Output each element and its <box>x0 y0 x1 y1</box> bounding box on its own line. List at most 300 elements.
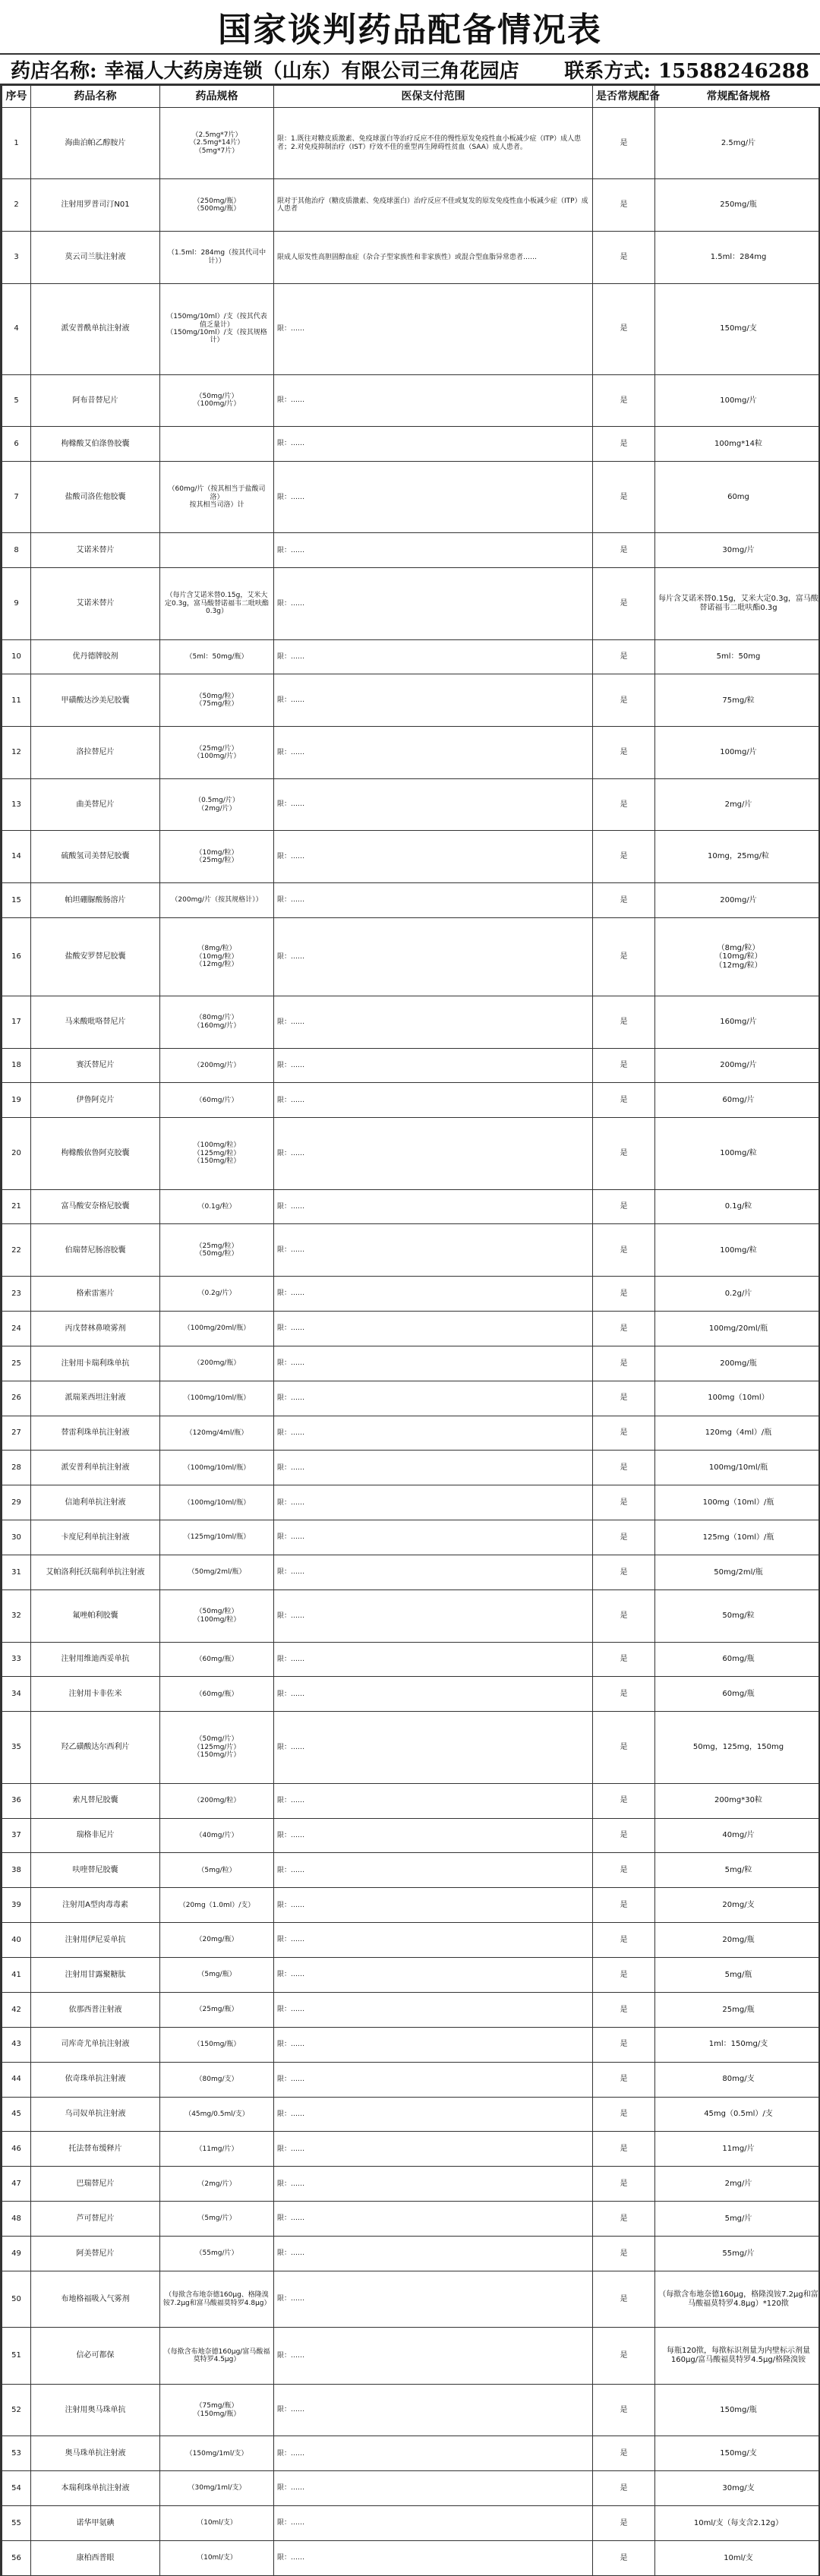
cell-regular-spec: 100mg*14粒 <box>655 427 820 462</box>
cell-index: 47 <box>2 2167 31 2202</box>
cell-regular-spec: 100mg/粒 <box>655 1118 820 1189</box>
cell-index: 36 <box>2 1783 31 1818</box>
table-row <box>2 1381 820 1416</box>
cell-index: 53 <box>2 2436 31 2471</box>
table-row <box>2 917 820 996</box>
cell-drug-spec: （10ml/支） <box>160 2506 274 2541</box>
cell-drug-spec: （5mg/粒） <box>160 1853 274 1888</box>
table-row <box>2 1277 820 1312</box>
cell-payment-scope: 限：…… <box>274 427 593 462</box>
cell-payment-scope: 限：…… <box>274 1048 593 1083</box>
cell-drug-spec: （25mg/片） （100mg/片） <box>160 727 274 779</box>
cell-drug-spec: （200mg/片） <box>160 1048 274 1083</box>
cell-index: 50 <box>2 2271 31 2327</box>
cell-index: 1 <box>2 108 31 179</box>
cell-regular-spec: 125mg（10ml）/瓶 <box>655 1520 820 1555</box>
cell-drug-spec: （80mg/支） <box>160 2062 274 2097</box>
drug-table-header-row <box>2 86 820 108</box>
cell-index: 35 <box>2 1712 31 1783</box>
cell-drug-spec: （50mg/粒） （100mg/粒） <box>160 1589 274 1642</box>
table-row <box>2 1589 820 1642</box>
table-row <box>2 2328 820 2384</box>
cell-index: 34 <box>2 1677 31 1712</box>
cell-drug-spec: （200mg/粒） <box>160 1783 274 1818</box>
cell-regular-spec: 150mg/支 <box>655 2436 820 2471</box>
cell-index: 24 <box>2 1311 31 1346</box>
cell-payment-scope: 限：…… <box>274 2384 593 2436</box>
cell-drug-spec: （0.1g/粒） <box>160 1189 274 1224</box>
cell-drug-spec: （5mg/片） <box>160 2202 274 2237</box>
cell-payment-scope: 限：…… <box>274 1224 593 1277</box>
cell-regular-spec: 100mg/片 <box>655 374 820 427</box>
cell-index: 51 <box>2 2328 31 2384</box>
cell-regular-spec: 5mg/瓶 <box>655 1958 820 1993</box>
cell-drug-name: 莫云司兰肽注射液 <box>31 231 160 283</box>
cell-regularly-stocked: 是 <box>593 2132 655 2167</box>
cell-regularly-stocked: 是 <box>593 1888 655 1923</box>
cell-regular-spec: 120mg（4ml）/瓶 <box>655 1416 820 1451</box>
cell-drug-spec: （5ml：50mg/瓶） <box>160 639 274 674</box>
cell-drug-spec: （50mg/片） （125mg/片） （150mg/片） <box>160 1712 274 1783</box>
cell-regularly-stocked: 是 <box>593 831 655 883</box>
cell-payment-scope: 限：…… <box>274 2506 593 2541</box>
cell-drug-spec: （200mg/片（按其规格计）） <box>160 883 274 918</box>
cell-drug-name: 伯瑞替尼肠溶胶囊 <box>31 1224 160 1277</box>
cell-drug-spec: （0.2g/片） <box>160 1277 274 1312</box>
cell-payment-scope: 限：…… <box>274 1118 593 1189</box>
cell-regular-spec: 10ml/支 <box>655 2540 820 2575</box>
cell-payment-scope: 限：…… <box>274 2271 593 2327</box>
table-row <box>2 1118 820 1189</box>
cell-regular-spec: 250mg/瓶 <box>655 179 820 232</box>
cell-drug-spec: （0.5mg/片） （2mg/片） <box>160 778 274 831</box>
cell-regularly-stocked: 是 <box>593 1346 655 1381</box>
table-row <box>2 1555 820 1590</box>
cell-regularly-stocked: 是 <box>593 533 655 568</box>
table-row <box>2 462 820 533</box>
cell-payment-scope: 限：…… <box>274 1189 593 1224</box>
cell-index: 44 <box>2 2062 31 2097</box>
cell-drug-name: 注射用伊尼妥单抗 <box>31 1923 160 1958</box>
cell-payment-scope: 限：…… <box>274 1381 593 1416</box>
table-row <box>2 831 820 883</box>
cell-drug-name: 司库奇尤单抗注射液 <box>31 2027 160 2062</box>
cell-payment-scope: 限：…… <box>274 1520 593 1555</box>
table-row <box>2 2471 820 2506</box>
cell-regularly-stocked: 是 <box>593 1416 655 1451</box>
cell-payment-scope: 限：…… <box>274 996 593 1048</box>
cell-index: 26 <box>2 1381 31 1416</box>
cell-drug-name: 本瑞利珠单抗注射液 <box>31 2471 160 2506</box>
cell-index: 19 <box>2 1083 31 1118</box>
cell-regularly-stocked: 是 <box>593 1923 655 1958</box>
table-row <box>2 778 820 831</box>
cell-drug-spec: （100mg/20ml/瓶） <box>160 1311 274 1346</box>
cell-drug-name: 信迪利单抗注射液 <box>31 1485 160 1520</box>
cell-payment-scope: 限：…… <box>274 639 593 674</box>
cell-regular-spec: 10ml/支（每支含2.12g） <box>655 2506 820 2541</box>
cell-regularly-stocked: 是 <box>593 1224 655 1277</box>
cell-payment-scope: 限：…… <box>274 1853 593 1888</box>
cell-regular-spec: 60mg/片 <box>655 1083 820 1118</box>
cell-index: 54 <box>2 2471 31 2506</box>
cell-payment-scope: 限：…… <box>274 778 593 831</box>
table-row <box>2 1818 820 1853</box>
cell-drug-spec <box>160 533 274 568</box>
cell-drug-name: 阿美替尼片 <box>31 2237 160 2271</box>
cell-drug-name: 甲磺酸达沙美尼胶囊 <box>31 674 160 727</box>
cell-drug-name: 氟唑帕利胶囊 <box>31 1589 160 1642</box>
cell-regular-spec: 45mg（0.5ml）/支 <box>655 2097 820 2132</box>
cell-index: 28 <box>2 1451 31 1485</box>
cell-regular-spec: 5mg/粒 <box>655 1853 820 1888</box>
cell-payment-scope: 限成人原发性高胆固醇血症（杂合子型家族性和非家族性）或混合型血脂异常患者…… <box>274 231 593 283</box>
cell-drug-name: 艾帕洛利托沃瑞利单抗注射液 <box>31 1555 160 1590</box>
store-info-row <box>0 55 820 85</box>
cell-regularly-stocked: 是 <box>593 2027 655 2062</box>
cell-regularly-stocked: 是 <box>593 1277 655 1312</box>
cell-regularly-stocked: 是 <box>593 1853 655 1888</box>
contact-label: 联系方式: <box>564 59 651 83</box>
cell-regularly-stocked: 是 <box>593 1992 655 2027</box>
cell-drug-name: 富马酸安奈格尼胶囊 <box>31 1189 160 1224</box>
store-info-left <box>11 55 519 84</box>
cell-drug-name: 依那西普注射液 <box>31 1992 160 2027</box>
table-row <box>2 1677 820 1712</box>
cell-drug-spec: （8mg/粒） （10mg/粒） （12mg/粒） <box>160 917 274 996</box>
cell-regular-spec: 2mg/片 <box>655 2167 820 2202</box>
cell-payment-scope: 限：…… <box>274 462 593 533</box>
cell-regularly-stocked: 是 <box>593 1818 655 1853</box>
cell-index: 17 <box>2 996 31 1048</box>
col-header-regular-spec: 常规配备规格 <box>655 86 820 108</box>
cell-drug-name: 曲美替尼片 <box>31 778 160 831</box>
table-row <box>2 2097 820 2132</box>
cell-payment-scope: 限：…… <box>274 2062 593 2097</box>
col-header-drug-spec: 药品规格 <box>160 86 274 108</box>
cell-regular-spec: 100mg/片 <box>655 727 820 779</box>
cell-drug-name: 马来酸吡咯替尼片 <box>31 996 160 1048</box>
cell-regular-spec: 75mg/粒 <box>655 674 820 727</box>
cell-drug-spec: （50mg/粒） （75mg/粒） <box>160 674 274 727</box>
cell-index: 11 <box>2 674 31 727</box>
table-row <box>2 2062 820 2097</box>
cell-drug-name: 奥马珠单抗注射液 <box>31 2436 160 2471</box>
cell-drug-spec: （30mg/1ml/支） <box>160 2471 274 2506</box>
table-row <box>2 283 820 374</box>
table-row <box>2 2271 820 2327</box>
cell-payment-scope: 限：…… <box>274 2436 593 2471</box>
table-row <box>2 2132 820 2167</box>
cell-regularly-stocked: 是 <box>593 1118 655 1189</box>
cell-regularly-stocked: 是 <box>593 2271 655 2327</box>
cell-payment-scope: 限：…… <box>274 568 593 639</box>
cell-regularly-stocked: 是 <box>593 374 655 427</box>
cell-drug-name: 派安普酰单抗注射液 <box>31 283 160 374</box>
cell-drug-name: 派瑞莱西坦注射液 <box>31 1381 160 1416</box>
cell-payment-scope: 限：…… <box>274 917 593 996</box>
cell-drug-name: 盐酸司洛佐他胶囊 <box>31 462 160 533</box>
col-header-drug-name: 药品名称 <box>31 86 160 108</box>
cell-regular-spec: 每片含艾诺米替0.15g，艾米大定0.3g，富马酸替诺福韦二吡呋酯0.3g <box>655 568 820 639</box>
cell-index: 41 <box>2 1958 31 1993</box>
cell-drug-spec: （60mg/瓶） <box>160 1677 274 1712</box>
table-row <box>2 2167 820 2202</box>
table-row <box>2 1416 820 1451</box>
table-row <box>2 2540 820 2575</box>
cell-drug-spec <box>160 427 274 462</box>
cell-drug-name: 丙戊替林鼻喷雾剂 <box>31 1311 160 1346</box>
cell-regular-spec: 100mg（10ml） <box>655 1381 820 1416</box>
table-row <box>2 2506 820 2541</box>
cell-regularly-stocked: 是 <box>593 1555 655 1590</box>
cell-payment-scope: 限：…… <box>274 831 593 883</box>
cell-drug-name: 依奇珠单抗注射液 <box>31 2062 160 2097</box>
cell-regularly-stocked: 是 <box>593 2436 655 2471</box>
cell-drug-spec: （20mg（1.0ml）/支） <box>160 1888 274 1923</box>
table-row <box>2 727 820 779</box>
cell-drug-spec: （50mg/片） （100mg/片） <box>160 374 274 427</box>
cell-regularly-stocked: 是 <box>593 996 655 1048</box>
cell-regular-spec: 50mg/粒 <box>655 1589 820 1642</box>
cell-drug-name: 布地格福吸入气雾剂 <box>31 2271 160 2327</box>
cell-regular-spec: 5mg/片 <box>655 2202 820 2237</box>
cell-regularly-stocked: 是 <box>593 1189 655 1224</box>
cell-drug-name: 诺华甲氨碘 <box>31 2506 160 2541</box>
table-row <box>2 674 820 727</box>
cell-drug-name: 帕坦硼脲酸肠溶片 <box>31 883 160 918</box>
cell-index: 6 <box>2 427 31 462</box>
cell-index: 12 <box>2 727 31 779</box>
cell-drug-spec: （250mg/瓶） （500mg/瓶） <box>160 179 274 232</box>
cell-regularly-stocked: 是 <box>593 462 655 533</box>
cell-regular-spec: 25mg/瓶 <box>655 1992 820 2027</box>
cell-payment-scope: 限：…… <box>274 883 593 918</box>
cell-regularly-stocked: 是 <box>593 231 655 283</box>
cell-payment-scope: 限：…… <box>274 674 593 727</box>
cell-drug-name: 枸橼酸依鲁阿克胶囊 <box>31 1118 160 1189</box>
cell-index: 56 <box>2 2540 31 2575</box>
cell-payment-scope: 限：1.既往对糖皮质激素、免疫球蛋白等治疗反应不佳的慢性原发免疫性血小板减少症（ITP）成人患者；2.对免疫抑制治疗（IST）疗效不佳的重型再生障碍性贫血（SAA）成人患者。 <box>274 108 593 179</box>
cell-regularly-stocked: 是 <box>593 2237 655 2271</box>
cell-drug-name: 索凡替尼胶囊 <box>31 1783 160 1818</box>
cell-regularly-stocked: 是 <box>593 1381 655 1416</box>
cell-regularly-stocked: 是 <box>593 108 655 179</box>
cell-index: 39 <box>2 1888 31 1923</box>
cell-index: 31 <box>2 1555 31 1590</box>
cell-drug-spec: （100mg/10ml/瓶） <box>160 1485 274 1520</box>
cell-payment-scope: 限：…… <box>274 1642 593 1677</box>
cell-payment-scope: 限：…… <box>274 1555 593 1590</box>
cell-drug-spec: （150mg/1ml/支） <box>160 2436 274 2471</box>
cell-payment-scope: 限：…… <box>274 1958 593 1993</box>
cell-index: 37 <box>2 1818 31 1853</box>
cell-regular-spec: 50mg/2ml/瓶 <box>655 1555 820 1590</box>
cell-regular-spec: 60mg <box>655 462 820 533</box>
table-row <box>2 2384 820 2436</box>
cell-drug-spec: （每揿含布地奈德160μg、格隆溴铵7.2μg和富马酸福莫特罗4.8μg） <box>160 2271 274 2327</box>
cell-drug-spec: （5mg/瓶） <box>160 1958 274 1993</box>
cell-regular-spec: 55mg/片 <box>655 2237 820 2271</box>
cell-payment-scope: 限：…… <box>274 1712 593 1783</box>
cell-drug-name: 洛拉替尼片 <box>31 727 160 779</box>
cell-regularly-stocked: 是 <box>593 283 655 374</box>
cell-drug-spec: （2.5mg*7片） （2.5mg*14片） （5mg*7片） <box>160 108 274 179</box>
cell-index: 9 <box>2 568 31 639</box>
cell-drug-spec: （1.5ml：284mg（按其代司中计）） <box>160 231 274 283</box>
cell-drug-spec: （40mg/片） <box>160 1818 274 1853</box>
cell-regular-spec: 60mg/瓶 <box>655 1677 820 1712</box>
cell-drug-name: 派安普利单抗注射液 <box>31 1451 160 1485</box>
cell-index: 22 <box>2 1224 31 1277</box>
cell-drug-spec: （10mg/粒） （25mg/粒） <box>160 831 274 883</box>
cell-index: 46 <box>2 2132 31 2167</box>
drug-table-head <box>2 86 820 108</box>
cell-regular-spec: 150mg/瓶 <box>655 2384 820 2436</box>
drug-table-body <box>2 108 820 2576</box>
cell-regular-spec: 1ml：150mg/支 <box>655 2027 820 2062</box>
cell-regularly-stocked: 是 <box>593 2540 655 2575</box>
cell-drug-name: 伊鲁阿克片 <box>31 1083 160 1118</box>
cell-drug-name: 瑞格非尼片 <box>31 1818 160 1853</box>
cell-payment-scope: 限：…… <box>274 1083 593 1118</box>
cell-regular-spec: 0.1g/粒 <box>655 1189 820 1224</box>
cell-regularly-stocked: 是 <box>593 2097 655 2132</box>
cell-index: 16 <box>2 917 31 996</box>
table-row <box>2 1992 820 2027</box>
table-row <box>2 1485 820 1520</box>
cell-drug-name: 注射用维迪西妥单抗 <box>31 1642 160 1677</box>
cell-payment-scope: 限：…… <box>274 2540 593 2575</box>
cell-payment-scope: 限：…… <box>274 1277 593 1312</box>
cell-drug-name: 优丹德牌胶剂 <box>31 639 160 674</box>
cell-index: 38 <box>2 1853 31 1888</box>
cell-regularly-stocked: 是 <box>593 883 655 918</box>
cell-payment-scope: 限：…… <box>274 1992 593 2027</box>
cell-drug-name: 赛沃替尼片 <box>31 1048 160 1083</box>
cell-payment-scope: 限：…… <box>274 1346 593 1381</box>
cell-drug-name: 硫酸氢司美替尼胶囊 <box>31 831 160 883</box>
cell-regularly-stocked: 是 <box>593 727 655 779</box>
cell-index: 45 <box>2 2097 31 2132</box>
cell-regularly-stocked: 是 <box>593 2062 655 2097</box>
cell-regular-spec: 100mg/10ml/瓶 <box>655 1451 820 1485</box>
cell-drug-name: 盐酸安罗替尼胶囊 <box>31 917 160 996</box>
table-row <box>2 1224 820 1277</box>
cell-regular-spec: 30mg/片 <box>655 533 820 568</box>
table-row <box>2 1048 820 1083</box>
cell-regularly-stocked: 是 <box>593 179 655 232</box>
store-name: 幸福人大药房连锁（山东）有限公司三角花园店 <box>104 59 519 83</box>
cell-drug-name: 呋喹替尼胶囊 <box>31 1853 160 1888</box>
table-row <box>2 883 820 918</box>
cell-index: 42 <box>2 1992 31 2027</box>
cell-regularly-stocked: 是 <box>593 1451 655 1485</box>
cell-regular-spec: 2.5mg/片 <box>655 108 820 179</box>
cell-drug-spec: （50mg/2ml/瓶） <box>160 1555 274 1590</box>
cell-drug-spec: （100mg/10ml/瓶） <box>160 1381 274 1416</box>
cell-regularly-stocked: 是 <box>593 1520 655 1555</box>
cell-drug-spec: （150mg/10ml）/支（按其代表值乏量计） （150mg/10ml）/支（按其规格计） <box>160 283 274 374</box>
cell-index: 21 <box>2 1189 31 1224</box>
cell-drug-name: 注射用奥马珠单抗 <box>31 2384 160 2436</box>
cell-regular-spec: 150mg/支 <box>655 283 820 374</box>
cell-drug-name: 格索雷塞片 <box>31 1277 160 1312</box>
cell-payment-scope: 限：…… <box>274 2202 593 2237</box>
cell-payment-scope: 限：…… <box>274 1485 593 1520</box>
cell-regular-spec: 2mg/片 <box>655 778 820 831</box>
cell-index: 29 <box>2 1485 31 1520</box>
cell-payment-scope: 限：…… <box>274 2167 593 2202</box>
col-header-payment-scope: 医保支付范围 <box>274 86 593 108</box>
cell-index: 27 <box>2 1416 31 1451</box>
cell-drug-name: 艾诺米替片 <box>31 568 160 639</box>
cell-drug-spec: （125mg/10ml/瓶） <box>160 1520 274 1555</box>
cell-payment-scope: 限对于其他治疗（糖皮质激素、免疫球蛋白）治疗反应不佳或复发的原发免疫性血小板减少症（ITP）成人患者 <box>274 179 593 232</box>
cell-regular-spec: 200mg/片 <box>655 1048 820 1083</box>
cell-regular-spec: 每瓶120揿，每揿标识剂量为内壁标示剂量160μg/富马酸福莫特罗4.5μg/格隆溴铵 <box>655 2328 820 2384</box>
cell-drug-spec: （75mg/瓶） （150mg/瓶） <box>160 2384 274 2436</box>
table-row <box>2 374 820 427</box>
cell-payment-scope: 限：…… <box>274 2328 593 2384</box>
cell-regular-spec: 1.5ml：284mg <box>655 231 820 283</box>
cell-regularly-stocked: 是 <box>593 2384 655 2436</box>
cell-payment-scope: 限：…… <box>274 1416 593 1451</box>
cell-regular-spec: 60mg/瓶 <box>655 1642 820 1677</box>
cell-drug-spec: （每片含艾诺米替0.15g，艾米大定0.3g，富马酸替诺福韦二吡呋酯0.3g） <box>160 568 274 639</box>
cell-regularly-stocked: 是 <box>593 1589 655 1642</box>
cell-payment-scope: 限：…… <box>274 2132 593 2167</box>
cell-regularly-stocked: 是 <box>593 2167 655 2202</box>
cell-regular-spec: 20mg/瓶 <box>655 1923 820 1958</box>
cell-payment-scope: 限：…… <box>274 1818 593 1853</box>
cell-regular-spec: 40mg/片 <box>655 1818 820 1853</box>
table-row <box>2 1451 820 1485</box>
cell-drug-name: 康柏西普眼 <box>31 2540 160 2575</box>
cell-drug-spec: （150mg/瓶） <box>160 2027 274 2062</box>
cell-index: 48 <box>2 2202 31 2237</box>
cell-payment-scope: 限：…… <box>274 1677 593 1712</box>
cell-drug-spec: （55mg/片） <box>160 2237 274 2271</box>
cell-drug-name: 信必可都保 <box>31 2328 160 2384</box>
drug-table <box>2 85 820 2576</box>
cell-regular-spec: 0.2g/片 <box>655 1277 820 1312</box>
table-row <box>2 427 820 462</box>
table-row <box>2 1712 820 1783</box>
cell-drug-spec: （100mg/粒） （125mg/粒） （150mg/粒） <box>160 1118 274 1189</box>
col-header-index: 序号 <box>2 86 31 108</box>
cell-regularly-stocked: 是 <box>593 2506 655 2541</box>
cell-regularly-stocked: 是 <box>593 674 655 727</box>
cell-drug-spec: （80mg/片） （160mg/片） <box>160 996 274 1048</box>
cell-drug-name: 注射用A型肉毒毒素 <box>31 1888 160 1923</box>
cell-payment-scope: 限：…… <box>274 1451 593 1485</box>
drug-table-wrap <box>0 85 820 2576</box>
cell-regularly-stocked: 是 <box>593 1712 655 1783</box>
cell-drug-name: 艾诺米替片 <box>31 533 160 568</box>
cell-index: 40 <box>2 1923 31 1958</box>
cell-drug-name: 注射用卡非佐米 <box>31 1677 160 1712</box>
table-row <box>2 179 820 232</box>
cell-index: 33 <box>2 1642 31 1677</box>
table-row <box>2 1346 820 1381</box>
cell-regular-spec: 100mg/粒 <box>655 1224 820 1277</box>
cell-drug-spec: （2mg/片） <box>160 2167 274 2202</box>
cell-regularly-stocked: 是 <box>593 2328 655 2384</box>
cell-regular-spec: 20mg/支 <box>655 1888 820 1923</box>
page-title: 国家谈判药品配备情况表 <box>0 0 820 55</box>
table-row <box>2 1923 820 1958</box>
